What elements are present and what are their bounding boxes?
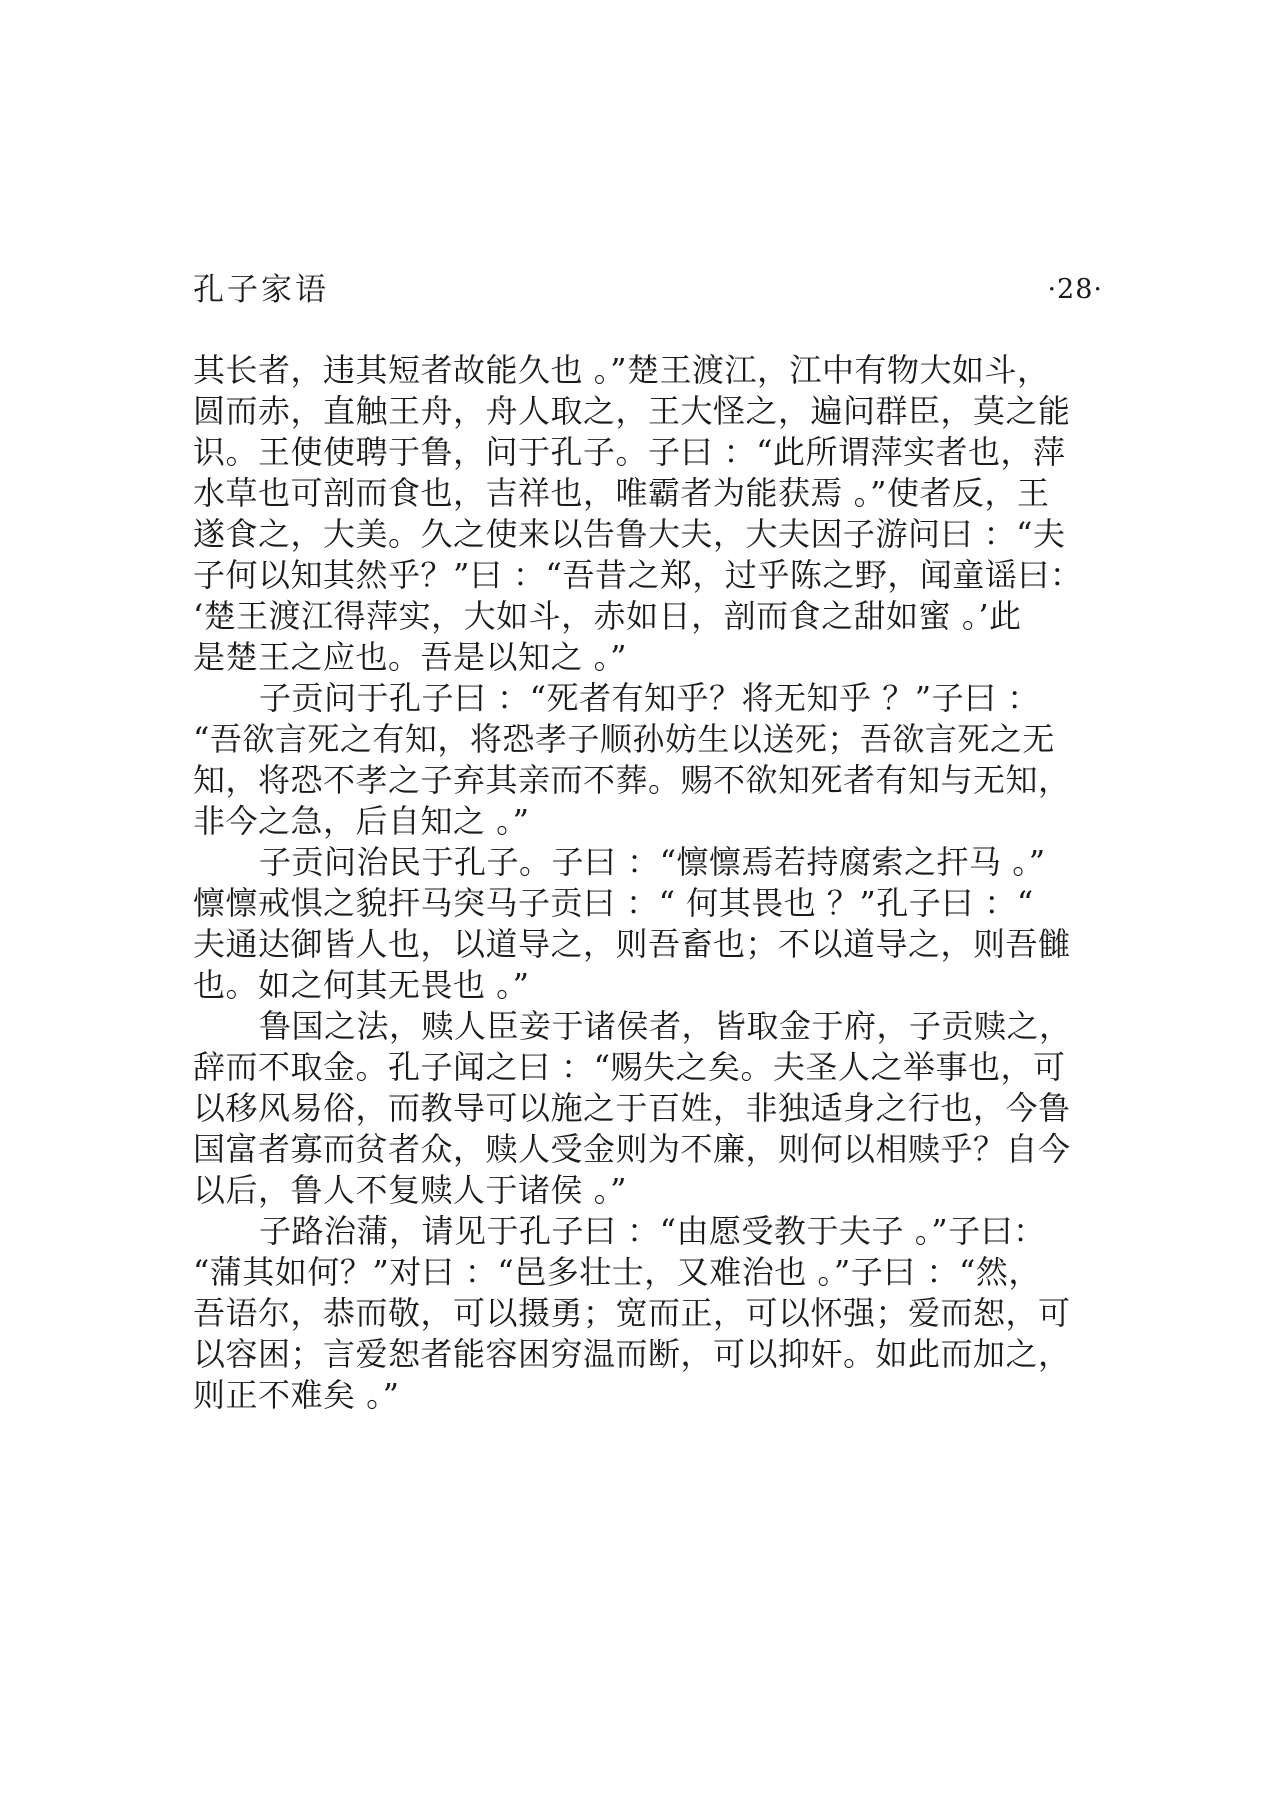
text-line: 是楚王之应也。吾是以知之 。”: [193, 638, 628, 676]
text-line: 以容困；言爱恕者能容困穷温而断，可以抑奸。如此而加之，: [193, 1335, 1071, 1373]
paragraph: [193, 678, 1093, 842]
text-line: 识。王使使聘于鲁，问于孔子。子曰 ：“此所谓萍实者也，萍: [193, 433, 1066, 471]
paragraph: [193, 1006, 1093, 1211]
book-title: 孔子家语: [193, 272, 329, 308]
text-line: “吾欲言死之有知，将恐孝子顺孙妨生以送死；吾欲言死之无: [193, 720, 1055, 758]
paragraph: [193, 1211, 1093, 1416]
body-text: [193, 350, 1093, 1416]
text-line: 懔懔戒惧之貌扞马突马子贡曰 ：“ 何其畏也 ？”孔子曰 ：“: [193, 884, 1034, 922]
text-line: 圆而赤，直触王舟，舟人取之，王大怪之，遍问群臣，莫之能: [193, 392, 1071, 430]
page-header: [193, 265, 1103, 315]
text-line: 则正不难矣 。”: [193, 1376, 400, 1414]
paragraph: [193, 350, 1093, 678]
text-line: 遂食之，大美。久之使来以告鲁大夫，大夫因子游问曰 ：“夫: [193, 515, 1066, 553]
text-line: 鲁国之法，赎人臣妾于诸侯者，皆取金于府，子贡赎之，: [259, 1007, 1072, 1045]
page-number: ·28·: [1047, 274, 1103, 305]
text-line: 子何以知其然乎？”曰 ：“吾昔之郑，过乎陈之野，闻童谣曰：: [193, 556, 1083, 594]
text-line: 吾语尔，恭而敬，可以摄勇；宽而正，可以怀强；爱而恕，可: [193, 1294, 1071, 1332]
text-line: 子贡问治民于孔子。子曰 ：“懔懔焉若持腐索之扞马 。”: [259, 843, 1046, 881]
text-line: 非今之急，后自知之 。”: [193, 802, 530, 840]
text-line: 也。如之何其无畏也 。”: [193, 966, 530, 1004]
text-line: 国富者寡而贫者众，赎人受金则为不廉，则何以相赎乎？自今: [193, 1130, 1071, 1168]
text-line: 辞而不取金。孔子闻之曰 ：“赐失之矣。夫圣人之举事也，可: [193, 1048, 1066, 1086]
text-line: 知，将恐不孝之子弃其亲而不葬。赐不欲知死者有知与无知，: [193, 761, 1071, 799]
paragraph: [193, 842, 1093, 1006]
text-line: 水草也可剖而食也，吉祥也，唯霸者为能获焉 。”使者反，王: [193, 474, 1050, 512]
text-line: 以后，鲁人不复赎人于诸侯 。”: [193, 1171, 628, 1209]
text-line: 其长者，违其短者故能久也 。”楚王渡江，江中有物大如斗，: [193, 351, 1050, 389]
text-line: 子贡问于孔子曰 ：“死者有知乎？将无知乎 ？”子曰 ：: [259, 679, 1040, 717]
text-line: “蒲其如何？”对曰 ：“邑多壮士，又难治也 。”子曰 ：“然，: [193, 1253, 1041, 1291]
text-line: 夫通达御皆人也，以道导之，则吾畜也；不以道导之，则吾雠: [193, 925, 1071, 963]
text-line: ‘楚王渡江得萍实，大如斗，赤如日，剖而食之甜如蜜 。’此: [193, 597, 1022, 635]
text-line: 子路治蒲，请见于孔子曰 ：“由愿受教于夫子 。”子曰：: [259, 1212, 1046, 1250]
text-line: 以移风易俗，而教导可以施之于百姓，非独适身之行也，今鲁: [193, 1089, 1071, 1127]
